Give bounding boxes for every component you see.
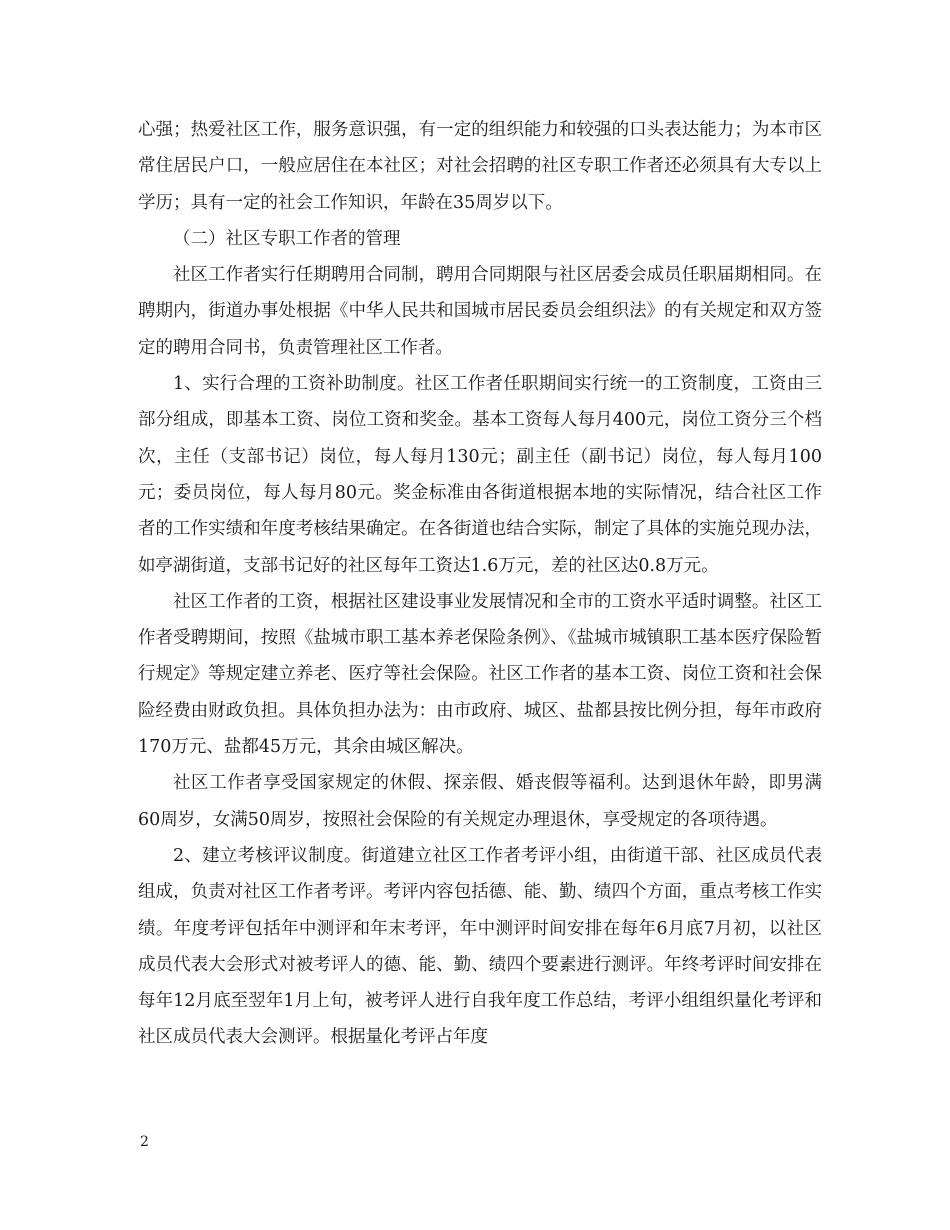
paragraph-salary-adjustment: 社区工作者的工资，根据社区建设事业发展情况和全市的工资水平适时调整。社区工作者受聘期间，按照《盐城市职工基本养老保险条例》、《盐城市城镇职工基本医疗保险暂行规定》等规定建立养老、医疗等社会保险。社区工作者的基本工资、岗位工资和社会保险经费由财政负担。具体负担办法为：由市政府、城区、盐都县按比例分担，每年市政府170万元、盐都45万元，其余由城区解决。 <box>138 591 822 758</box>
paragraph-salary-system: 1、实行合理的工资补助制度。社区工作者任职期间实行统一的工资制度，工资由三部分组成，即基本工资、岗位工资和奖金。基本工资每人每月400元，岗位工资分三个档次，主任（支部书记）岗位，每人每月130元；副主任（副书记）岗位，每人每月100元；委员岗位，每人每月80元。奖金标准由各街道根据本地的实际情况，结合社区工作者的工作实绩和年度考核结果确定。在各街道也结合实际，制定了具体的实施兑现办法，如亭湖街道，支部书记好的社区每年工资达1.6万元，差的社区达0.8万元。 <box>138 374 822 576</box>
page-number: 2 <box>140 1134 149 1150</box>
document-body <box>138 112 822 1056</box>
paragraph-qualifications: 心强；热爱社区工作，服务意识强，有一定的组织能力和较强的口头表达能力；为本市区常住居民户口，一般应居住在本社区；对社会招聘的社区专职工作者还必须具有大专以上学历；具有一定的社会工作知识，年龄在35周岁以下。 <box>138 120 822 213</box>
paragraph-welfare: 社区工作者享受国家规定的休假、探亲假、婚丧假等福利。达到退休年龄，即男满60周岁，女满50周岁，按照社会保险的有关规定办理退休，享受规定的各项待遇。 <box>138 773 822 830</box>
paragraph-assessment-system: 2、建立考核评议制度。街道建立社区工作者考评小组，由街道干部、社区成员代表组成，负责对社区工作者考评。考评内容包括德、能、勤、绩四个方面，重点考核工作实绩。年度考评包括年中测评和年末考评，年中测评时间安排在每年6月底7月初，以社区成员代表大会形式对被考评人的德、能、勤、绩四个要素进行测评。年终考评时间安排在每年12月底至翌年1月上旬，被考评人进行自我年度工作总结，考评小组组织量化考评和社区成员代表大会测评。根据量化考评占年度 <box>138 845 822 1048</box>
section-heading-management: （二）社区专职工作者的管理 <box>173 228 401 249</box>
paragraph-contract-system: 社区工作者实行任期聘用合同制，聘用合同期限与社区居委会成员任职届期相同。在聘期内，街道办事处根据《中华人民共和国城市居民委员会组织法》的有关规定和双方签定的聘用合同书，负责管理社区工作者。 <box>138 265 822 358</box>
